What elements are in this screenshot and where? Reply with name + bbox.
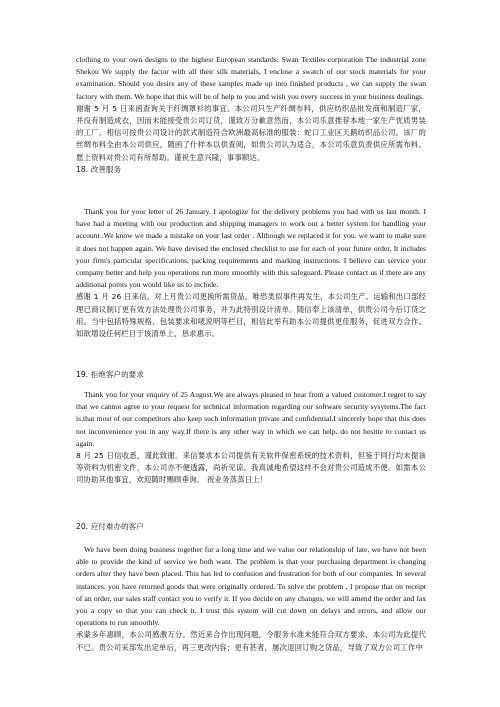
section-20-heading: 20. 应付难办的客户: [76, 522, 144, 531]
section-18-english-text: Thank you for your letter of 26 January. I apologize for the delivery problems you had with us last month. I have had a meeting with our production and shipping managers to work out a better system for handling your account .We know we made a mistake on your last order . Although we replaced it for you. we want to make sure it does not happen again. We have devised the enclosed checklist to use for each of your future order. It includes your firm's particular specifications, packing requirements and marking instructions. I believe can service your company better and help you operations run more smoothly with this safeguard. Please contact us if there are any additional points you would like us to include.: [76, 207, 426, 290]
section-18-chinese-text: 感谢 1 月 26 日来信。对上月贵公司更换所需货品，唯恐类似事件再发生，本公司生产、运输和出口部经理已商议制订更有效方法处理贵公司事务，并为此特别设计清单。随信奉上该清单，供贵公司今后订货之用。当中包括特殊规格、包装要求和唛说明等栏目，相信此举有助本公司提供更佳服务，促进双方合作。如欲增设任何栏目于该清单上，恳求惠示。: [76, 292, 426, 339]
section-20-chinese-text: 承蒙多年惠顾，本公司感激万分。然近来合作出现问题，令服务水准未能符合双方要求，本公司为此提代不已。贵公司采部发出定单后，再三更改内容；更有甚者，屡次退回订购之货品，导致了双方公司工作中: [76, 630, 426, 652]
section-17-continuation: [76, 54, 426, 176]
section-19-body: [76, 389, 426, 487]
section-19-chinese-text: 8 月 25 日信收悉，谨此致谢。来信要求本公司提供有关软件保密系统的技术资料，但鉴于同行均未提该等资料为机密文件，本公司亦不便透露，尚祈见谅。我真诚地希望这样不会对贵公司造成不便。如需本公司协助其他事宜，欢迎随时赐顾垂询。 祝业务蒸蒸日上！: [76, 451, 426, 485]
section-17-english-text: clothing to your own designs to the highest European standards: Swan Textiles corporation The industrial zone Shekou We supply the factor with all their silk materials, I enclose a swatch of our stock materials for your examination. Should you desire any of these samples made up into finished products , we can supply the swan factory with them. We hope that this will be of help to you and wish you every success in your business dealings.: [76, 55, 426, 101]
section-19-heading: 19. 拒绝客户的要求: [76, 370, 144, 379]
section-20: [76, 521, 426, 533]
section-19: [76, 369, 426, 381]
section-20-english-text: We have been doing business together for a long time and we value our relationship of late, we have not been able to provide the kind of service we both want. The problem is that your purchasing department is changing orders after they have been placed. This has led to confusion and frustration for both of our companies. In several instances. you have returned goods that were originally ordered. To solve the problem , I propose that on receipt of an order, our sales staff contact you to verify it. If you decide on any changes, we will amend the order and fax you a copy so that you can check it. I trust this system will cut down on delays and errors, and allow our operations to run smoothly.: [76, 545, 426, 628]
section-18: [76, 206, 426, 340]
section-17-chinese-text: 谢谢 5 月 5 日来函查询关于纤绸罩衫的事宜。本公司只生产纤绸布料，供应纺织品批发商和制造厂家，并没有制造成衣，因而未能接受贵公司订货，谨致万分歉意然而，本公司乐意推荐本地一家生产优质男装的工厂，相信可按贵公司设计的款式制造符合欧洲最高标准的服装：蛇口工业区天鹅纺织品公司。该厂的丝绸布料全由本公司供应，随函了什样本以供查阅，如贵公司认为适合，本公司乐意负责供应所需布料。愿上资料对贵公司有所帮助。谨祝生意兴隆，事事顺达。: [76, 103, 426, 162]
section-18-heading: 18. 改善服务: [76, 164, 122, 174]
section-19-english-text: Thank you for your enquiry of 25 August.We are always pleased to hear from a valued customer.I regret to say that we cannot agree to your request for technical information regarding our software security sysytems.The fact is,that most of our competitors also keep such information private and confidential.I sincerely hope that this does not inconvenience you in any way.If there is any other way in which we can help. do not hesitte to contact us again.: [76, 390, 426, 448]
section-20-body: [76, 544, 426, 654]
